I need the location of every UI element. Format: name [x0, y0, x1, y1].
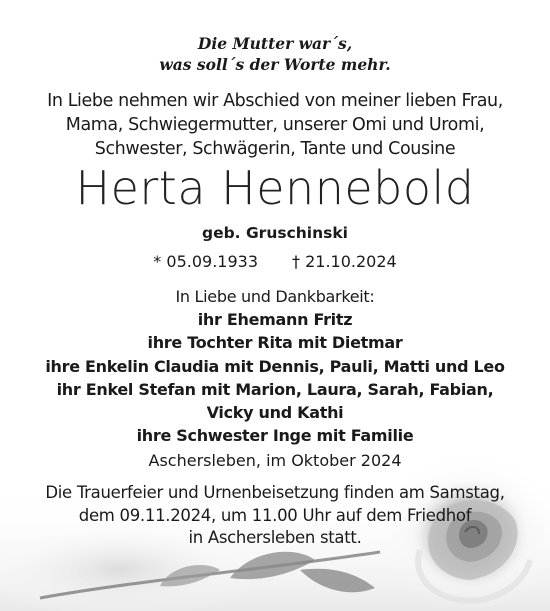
mourner-line: ihre Schwester Inge mit Familie	[136, 426, 414, 446]
place-and-date	[0, 450, 550, 472]
mourner-line: ihr Ehemann Fritz	[197, 310, 353, 330]
mourner-line: ihre Enkelin Claudia mit Dennis, Pauli, Matti und Leo	[45, 356, 505, 376]
funeral-line-3: in Aschersleben statt.	[188, 528, 362, 547]
intro-line-1: In Liebe nehmen wir Abschied von meiner lieben Frau,	[47, 91, 503, 111]
birth-date: * 05.09.1933	[153, 252, 258, 271]
quote-line-2: was soll´s der Worte mehr.	[159, 55, 391, 74]
quote-line-1: Die Mutter war´s,	[197, 34, 353, 53]
mourner-line: ihr Enkel Stefan mit Marion, Laura, Sarah, Fabian,	[56, 379, 494, 399]
intro-line-3: Schwester, Schwägerin, Tante und Cousine	[94, 139, 456, 159]
mourners-heading: In Liebe und Dankbarkeit:	[175, 287, 375, 306]
farewell-intro	[0, 89, 550, 161]
intro-line-2: Mama, Schwiegermutter, unserer Omi und Uromi,	[65, 115, 485, 135]
life-dates	[0, 251, 550, 273]
deceased-name: Herta Hennebold	[75, 161, 475, 215]
mourner-line: Vicky und Kathi	[206, 403, 344, 423]
funeral-line-1: Die Trauerfeier und Urnenbeisetzung finden am Samstag,	[45, 483, 505, 502]
mourner-line: ihre Tochter Rita mit Dietmar	[147, 333, 403, 353]
funeral-info	[0, 482, 550, 550]
mourners-list	[0, 285, 550, 447]
funeral-line-2: dem 09.11.2024, um 11.00 Uhr auf dem Friedhof	[78, 505, 472, 525]
birth-name: geb. Gruschinski	[201, 224, 349, 242]
memorial-quote	[0, 33, 550, 75]
place-date-text: Aschersleben, im Oktober 2024	[148, 451, 402, 470]
death-date: † 21.10.2024	[292, 252, 397, 271]
